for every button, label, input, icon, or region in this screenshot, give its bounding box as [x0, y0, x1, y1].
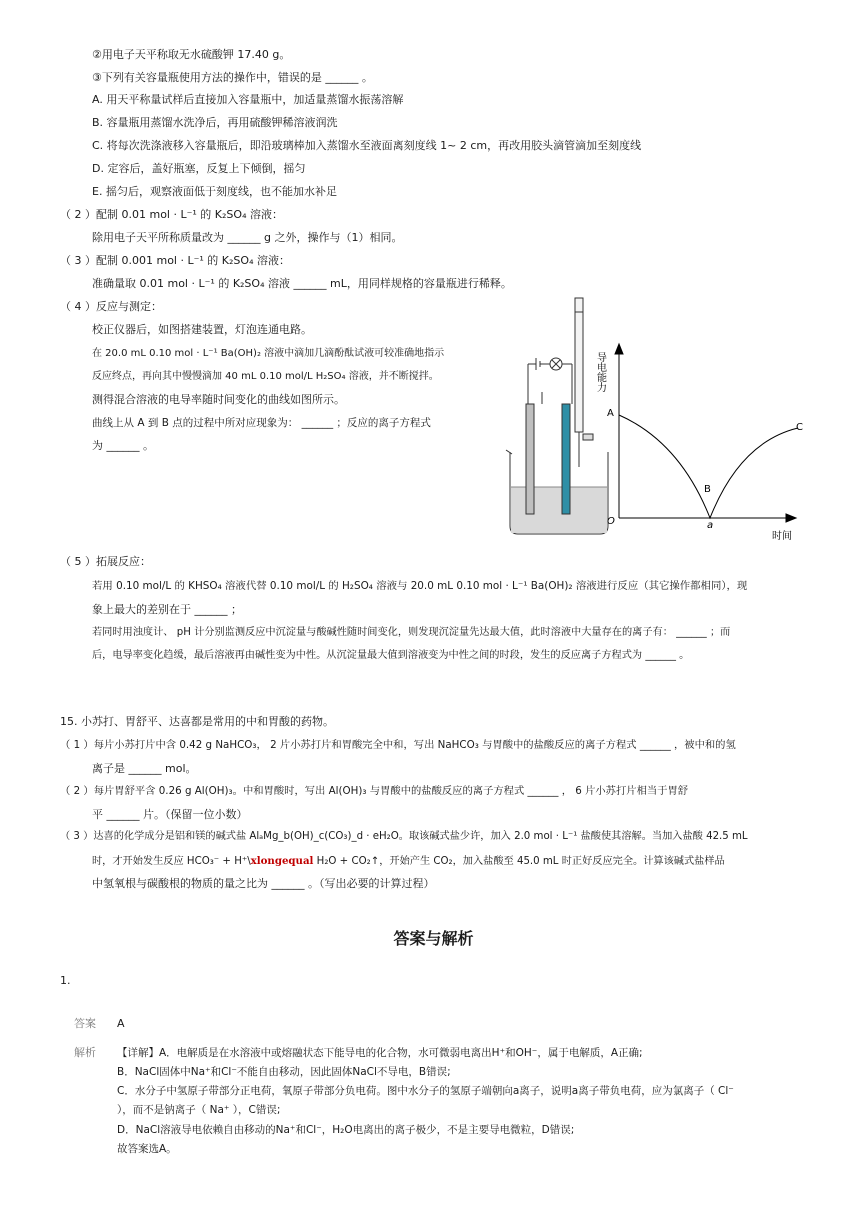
conductivity-curve	[619, 415, 798, 518]
origin-label: O	[607, 516, 615, 527]
text-line: 若用 0.10 mol/L 的 KHSO₄ 溶液代替 0.10 mol/L 的 H₂SO₄ 溶液与 20.0 mL 0.10 mol · L⁻¹ Ba(OH)₂ 溶液进行反应（其它操作都相同），现	[92, 580, 748, 592]
analysis-line: 故答案选A。	[117, 1143, 177, 1155]
analysis-line: C．水分子中氢原子带部分正电荷，氧原子带部分负电荷。图中水分子的氢原子端朝向a离子，说明a离子带负电荷，应为氯离子（ Cl⁻	[117, 1085, 734, 1097]
point-a-label: A	[607, 408, 614, 419]
analysis-line: D．NaCl溶液导电依赖自由移动的Na⁺和Cl⁻，H₂O电离出的离子极少，不是主要导电微粒，D错误;	[117, 1124, 575, 1136]
conductivity-graph	[615, 344, 798, 522]
analysis-line: ），而不是钠离子（ Na⁺ ），C错误;	[117, 1104, 281, 1116]
text-line: 在 20.0 mL 0.10 mol · L⁻¹ Ba(OH)₂ 溶液中滴加几滴酚酞试液可较准确地指示	[92, 348, 445, 359]
point-b-label: B	[704, 484, 711, 495]
answer-value: A	[117, 1017, 125, 1030]
analysis-line: 【详解】A．电解质是在水溶液中或熔融状态下能导电的化合物，水可微弱电离出H⁺和OH⁻，属于电解质，A正确;	[117, 1047, 643, 1059]
sub-question-2: （ 2 ）配制 0.01 mol · L⁻¹ 的 K₂SO₄ 溶液：	[60, 208, 283, 221]
circuit	[528, 358, 572, 410]
text-line: 中氢氧根与碳酸根的物质的量之比为 ______ 。（写出必要的计算过程）	[92, 877, 435, 890]
sub-question-3b: （ 3 ）达喜的化学成分是铝和镁的碱式盐 AlₐMg_b(OH)_c(CO₃)_d · eH₂O。取该碱式盐少许，加入 2.0 mol · L⁻¹ 盐酸使其溶解。当加入盐酸 42.5 mL	[60, 831, 748, 842]
question-number: 1.	[60, 974, 71, 987]
y-axis-label: 导电能力	[594, 352, 606, 392]
sub-question-3: （ 3 ）配制 0.001 mol · L⁻¹ 的 K₂SO₄ 溶液：	[60, 254, 290, 267]
analysis-line: B．NaCl固体中Na⁺和Cl⁻不能自由移动，因此固体NaCl不导电，B错误;	[117, 1066, 451, 1078]
equation-part: H₂O + CO₂↑，开始产生 CO₂，加入盐酸至 45.0 mL 时正好反应完全。计算该碱式盐样品	[313, 856, 725, 867]
text-line: 为 ______ 。	[92, 439, 154, 452]
point-c-label: C	[796, 422, 803, 433]
text-line: 离子是 ______ mol。	[92, 762, 197, 775]
text-line: 测得混合溶液的电导率随时间变化的曲线如图所示。	[92, 393, 345, 406]
option-e: E. 摇匀后，观察液面低于刻度线，也不能加水补足	[92, 185, 337, 198]
x-axis-label: 时间	[772, 531, 792, 542]
sub-question-5: （ 5 ）拓展反应：	[60, 555, 151, 568]
sub-question-4: （ 4 ）反应与测定：	[60, 300, 162, 313]
text-line: 反应终点，再向其中慢慢滴加 40 mL 0.10 mol/L H₂SO₄ 溶液，并不断搅拌。	[92, 371, 439, 382]
text-line: ③下列有关容量瓶使用方法的操作中，错误的是 ______ 。	[92, 71, 373, 84]
text-line: ②用电子天平称取无水硫酸钾 17.40 g。	[92, 48, 291, 61]
option-d: D. 定容后，盖好瓶塞，反复上下倾倒，摇匀	[92, 162, 306, 175]
text-line: 后，电导率变化趋缓，最后溶液再由碱性变为中性。从沉淀量最大值到溶液变为中性之间的时段，发生的反应离子方程式为 ______ 。	[92, 650, 690, 661]
text-line: 象上最大的差别在于 ______ ；	[92, 603, 242, 616]
answer-label: 答案	[74, 1017, 96, 1030]
x-a-label: a	[707, 520, 714, 531]
equation-line	[92, 853, 725, 870]
option-c: C. 将每次洗涤液移入容量瓶后，即沿玻璃棒加入蒸馏水至液面离刻度线 1~ 2 cm，再改用胶头滴管滴加至刻度线	[92, 139, 642, 152]
text-line: 校正仪器后，如图搭建装置，灯泡连通电路。	[92, 323, 312, 336]
answer-section-title: 答案与解析	[393, 929, 474, 948]
text-line: 曲线上从 A 到 B 点的过程中所对应现象为： ______ ；反应的离子方程式	[92, 417, 431, 429]
latex-artifact: xlongequal	[250, 855, 314, 867]
text-line: 若同时用浊度计、 pH 计分别监测反应中沉淀量与酸碱性随时间变化，则发现沉淀量先达最大值，此时溶液中大量存在的离子有： ______ ；而	[92, 627, 731, 638]
text-line: 除用电子天平所称质量改为 ______ g 之外，操作与（1）相同。	[92, 231, 403, 244]
experiment-figure	[500, 292, 810, 544]
option-a: A. 用天平称量试样后直接加入容量瓶中，加适量蒸馏水振荡溶解	[92, 93, 404, 106]
question-15: 15. 小苏打、胃舒平、达喜都是常用的中和胃酸的药物。	[60, 715, 334, 728]
beaker	[506, 404, 608, 534]
burette	[575, 298, 593, 467]
analysis-label: 解析	[74, 1046, 96, 1059]
text-line: 准确量取 0.01 mol · L⁻¹ 的 K₂SO₄ 溶液 ______ mL，用同样规格的容量瓶进行稀释。	[92, 277, 512, 290]
equation-part: 时，才开始发生反应 HCO₃⁻ + H⁺\	[92, 856, 251, 867]
sub-question-1: （ 1 ）每片小苏打片中含 0.42 g NaHCO₃， 2 片小苏打片和胃酸完全中和，写出 NaHCO₃ 与胃酸中的盐酸反应的离子方程式 ______ ，被中和的氢	[60, 739, 736, 751]
text-line: 平 ______ 片。（保留一位小数）	[92, 808, 248, 821]
sub-question-2b: （ 2 ）每片胃舒平含 0.26 g Al(OH)₃。中和胃酸时，写出 Al(OH)₃ 与胃酸中的盐酸反应的离子方程式 ______ ， 6 片小苏打片相当于胃舒	[60, 785, 689, 797]
option-b: B. 容量瓶用蒸馏水洗净后，再用硫酸钾稀溶液润洗	[92, 116, 338, 129]
